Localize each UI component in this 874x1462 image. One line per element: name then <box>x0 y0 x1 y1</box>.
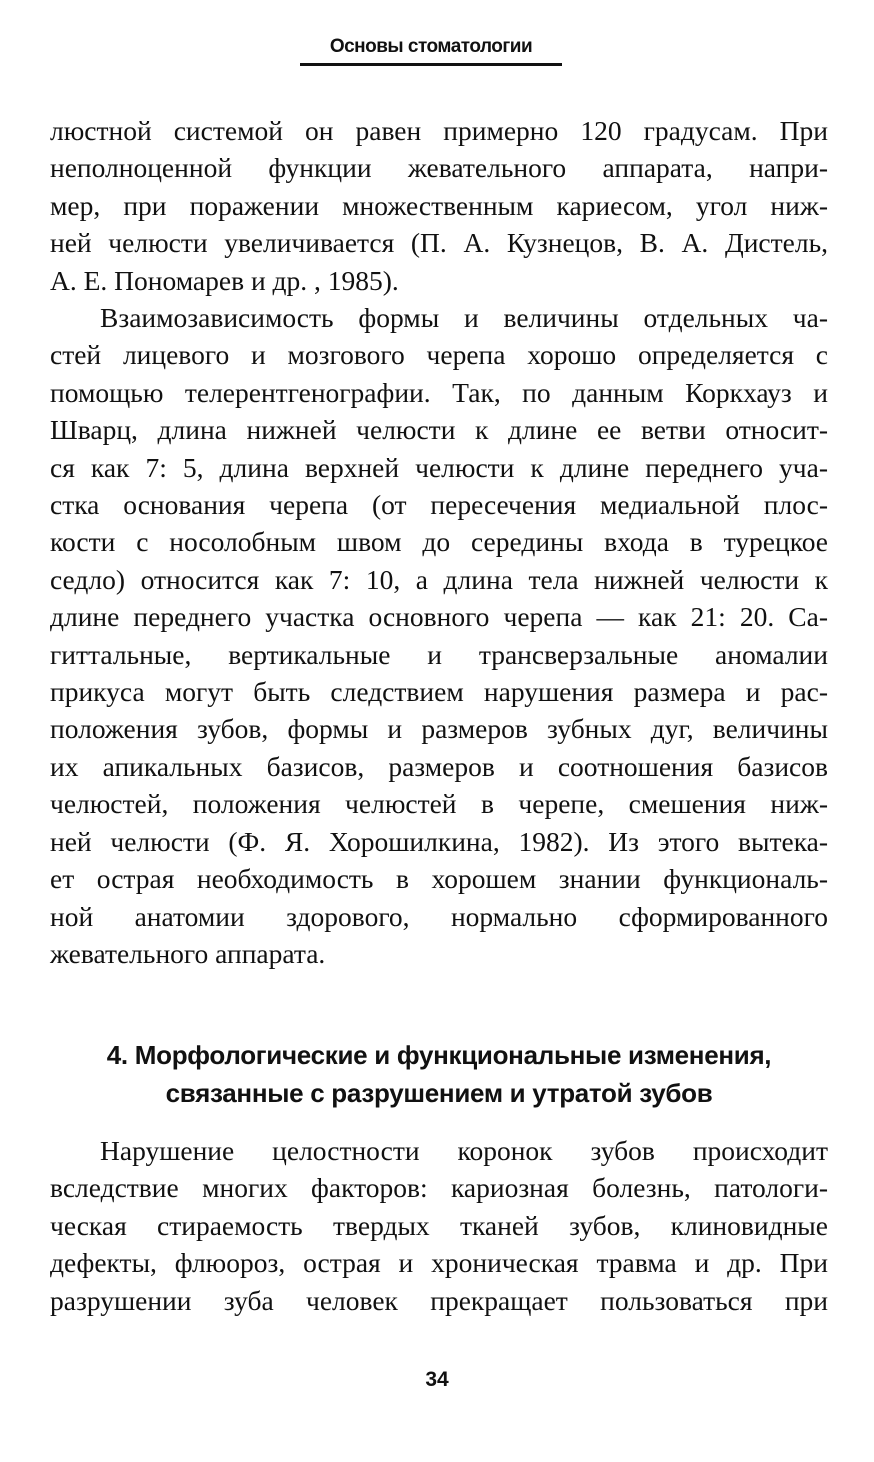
text-line: челюстей, положения челюстей в черепе, смешения ниж- <box>50 788 828 820</box>
text-line: мер, при поражении множественным кариесом, угол ниж- <box>50 189 828 221</box>
text-line: разрушении зуба человек прекращает пользоваться при <box>50 1284 828 1316</box>
paragraph-tooth-destruction <box>50 1132 828 1319</box>
running-head-rule <box>300 63 562 66</box>
text-line: Нарушение целостности коронок зубов происходит <box>100 1135 828 1166</box>
text-line: их апикальных базисов, размеров и соотношения базисов <box>50 750 828 782</box>
text-line: Шварц, длина нижней челюсти к длине ее ветви относит- <box>50 414 828 446</box>
text-line: стей лицевого и мозгового черепа хорошо определяется с <box>50 339 828 371</box>
text-line: кости с носолобным швом до середины входа в турецкое <box>50 526 828 558</box>
text-line: люстной системой он равен примерно 120 градусам. При <box>50 115 828 146</box>
text-line: ной анатомии здорового, нормально сформированного <box>50 900 828 932</box>
section-heading <box>50 1036 828 1112</box>
text-line: седло) относится как 7: 10, а длина тела нижней челюсти к <box>50 563 828 595</box>
text-line: ческая стираемость твердых тканей зубов, клиновидные <box>50 1209 828 1241</box>
section-heading-line: 4. Морфологические и функциональные изменения, <box>106 1040 772 1070</box>
text-line: стка основания черепа (от пересечения медиальной плос- <box>50 489 828 521</box>
text-line: прикуса могут быть следствием нарушения размера и рас- <box>50 676 828 708</box>
section-heading-line: связанные с разрушением и утратой зубов <box>165 1078 713 1108</box>
text-line: ней челюсти увеличивается (П. А. Кузнецов, В. А. Дистель, <box>50 227 828 259</box>
text-line: помощью телерентгенографии. Так, по данным Коркхауз и <box>50 376 828 408</box>
paragraph-continued <box>50 112 828 299</box>
text-line: неполноценной функции жевательного аппарата, напри- <box>50 152 828 184</box>
text-line: А. Е. Пономарев и др. , 1985). <box>50 264 399 296</box>
text-line: ней челюсти (Ф. Я. Хорошилкина, 1982). Из этого вытека- <box>50 825 828 857</box>
page-number: 34 <box>425 1368 449 1391</box>
text-line: дефекты, флюороз, острая и хроническая травма и др. При <box>50 1247 828 1279</box>
text-line: положения зубов, формы и размеров зубных дуг, величины <box>50 713 828 745</box>
running-head: Основы стоматологии <box>329 36 533 57</box>
text-line: ет острая необходимость в хорошем знании функциональ- <box>50 863 828 895</box>
text-line: ся как 7: 5, длина верхней челюсти к длине переднего уча- <box>50 451 828 483</box>
text-line: жевательного аппарата. <box>50 937 326 969</box>
text-line: Взаимозависимость формы и величины отдельных ча- <box>100 302 828 333</box>
paragraph-proportions <box>50 299 828 972</box>
text-line: гиттальные, вертикальные и трансверзальные аномалии <box>50 638 828 670</box>
text-line: длине переднего участка основного черепа — как 21: 20. Са- <box>50 601 828 633</box>
text-line: вследствие многих факторов: кариозная болезнь, патологи- <box>50 1172 828 1204</box>
